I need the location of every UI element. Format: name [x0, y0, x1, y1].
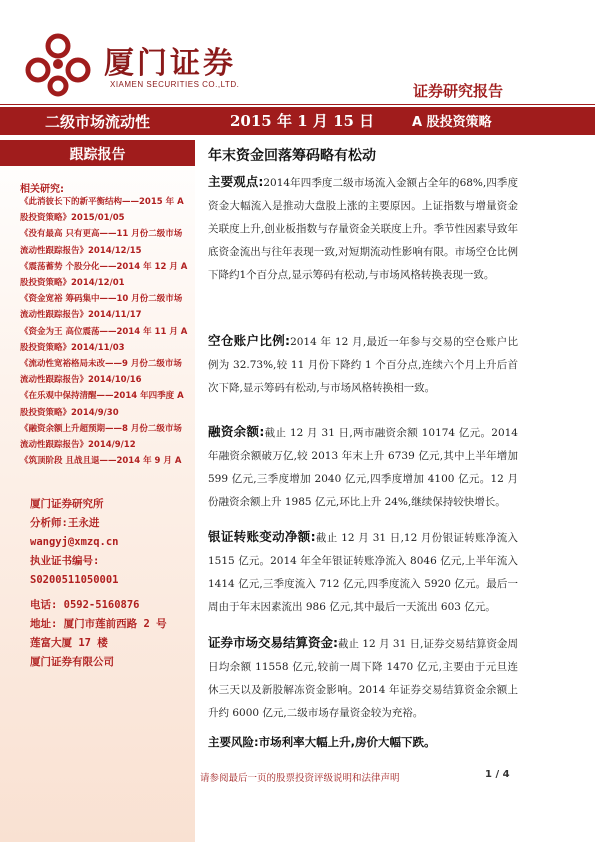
section-body: 2014 年 12 月,最近一年参与交易的空仓账户比例为 32.73%,较 11 月份下降约 1 个百分点,连续六个月上升后首次下降,显示筹码有松动,与市场风格转换相一致。: [208, 336, 519, 394]
section-lead: 空仓账户比例:: [208, 333, 291, 348]
company-logo-icon: [20, 30, 96, 98]
header-divider: [0, 104, 595, 105]
related-research-item[interactable]: 《资金宽裕 筹码集中——10 月份二级市场流动性跟踪报告》2014/11/17: [20, 294, 183, 321]
page-number: 1 / 4: [485, 769, 510, 780]
section-body: 2014年四季度二级市场流入金额占全年的68%,四季度资金大幅流入是推动大盘股上涨的主要原因。上证指数与增量资金关联度上升,创业板指数与存量资金关联度上升。季节性因素导致年底资金流出与往年表现一致,对短期流动性影响有限。市场空仓比例下降约1个百分点,显示筹码有松动,与市场风格转换表现一致。: [208, 177, 519, 281]
related-research-item[interactable]: 《在乐观中保持清醒——2014 年四季度 A 股投资策略》2014/9/30: [20, 391, 184, 418]
address-line-2: 莲富大厦 17 楼: [30, 637, 108, 649]
address-line-1: 地址: 厦门市莲前西路 2 号: [30, 618, 167, 630]
section-lead: 融资余额:: [208, 424, 265, 439]
company-name-cn: 厦门证券: [104, 46, 236, 81]
related-research-item[interactable]: 《融资余额上升超预期——8 月份二级市场流动性跟踪报告》2014/9/12: [20, 423, 182, 451]
analyst-name: 分析师:王永进: [30, 517, 100, 529]
related-research-item[interactable]: 《没有最高 只有更高——11 月份二级市场流动性跟踪报告》2014/12/15: [20, 229, 183, 256]
related-research-item[interactable]: 《筑顶阶段 且战且退——2014 年 9 月 A: [20, 456, 182, 467]
contact-block: [30, 495, 190, 672]
section-lead: 主要观点:: [208, 174, 264, 189]
cert-number: S0200511050001: [30, 574, 119, 586]
phone: 电话: 0592-5160876: [30, 599, 140, 611]
main-risks: 主要风险:市场利率大幅上升,房价大幅下跌。: [208, 735, 436, 749]
section-body: 截止 12 月 31 日,两市融资余额 10174 亿元。2014 年融资余额破万亿,较 2013 年末上升 6739 亿元,其中上半年增加 599 亿元,三季度增加 2040 亿元,四季度增加 4100 亿元。12 月份融资余额上升 1985 亿元,环比上升 24%,继续保持较快增长。: [208, 427, 518, 508]
related-research-title: 相关研究:: [20, 184, 64, 195]
section-lead: 证券市场交易结算资金:: [208, 635, 339, 650]
section-bank-transfer: [208, 525, 518, 619]
report-category: A 股投资策略: [412, 115, 492, 130]
section-main-views: [208, 170, 518, 287]
company-name-en: XIAMEN SECURITIES CO.,LTD.: [110, 80, 240, 89]
section-body: 截止 12 月 31 日,证券交易结算资金周日均余额 11558 亿元,较前一周下降 1470 亿元,主要由于元旦连休三天以及新股解冻资金影响。2014 年证券交易结算资金余额上升约 6000 亿元,二级市场存量资金较为充裕。: [208, 638, 518, 719]
document-title: 年末资金回落筹码略有松动: [208, 148, 376, 164]
footer-disclaimer: 请参阅最后一页的股票投资评级说明和法律声明: [200, 773, 400, 784]
related-research-item[interactable]: 《震荡蓄势 个股分化——2014 年 12 月 A 股投资策略》2014/12/01: [20, 261, 188, 289]
related-research-item[interactable]: 《资金为王 高位震荡——2014 年 11 月 A 股投资策略》2014/11/03: [20, 326, 188, 353]
analyst-email[interactable]: wangyj@xmzq.cn: [30, 536, 119, 548]
related-research-item[interactable]: 《此消彼长下的新平衡结构——2015 年 A 股投资策略》2015/01/05: [20, 197, 184, 224]
banner-subject: 二级市场流动性: [44, 113, 150, 131]
section-margin-balance: [208, 420, 518, 514]
section-empty-accounts: [208, 329, 518, 400]
company-full-name: 厦门证券有限公司: [30, 656, 114, 668]
related-research-item[interactable]: 《流动性宽裕格局未改——9 月份二级市场流动性跟踪报告》2014/10/16: [20, 359, 182, 386]
report-date: 2015 年 1 月 15 日: [230, 112, 375, 130]
section-settlement-funds: [208, 631, 518, 725]
sidebar-subtitle: 跟踪报告: [69, 147, 126, 163]
section-body: 截止 12 月 31 日,12 月份银证转账净流入 1515 亿元。2014 年全年银证转账净流入 8046 亿元,上半年流入 1414 亿元,三季度流入 712 亿元,四季度流入 5920 亿元。最后一周由于年末因素流出 986 亿元,其中最后一天流出 603 亿元。: [208, 532, 519, 613]
institute-name: 厦门证券研究所: [30, 498, 104, 510]
section-lead: 银证转账变动净额:: [208, 529, 316, 544]
related-research-list: [20, 194, 190, 469]
cert-label: 执业证书编号:: [30, 555, 100, 567]
report-type: 证券研究报告: [412, 82, 503, 100]
